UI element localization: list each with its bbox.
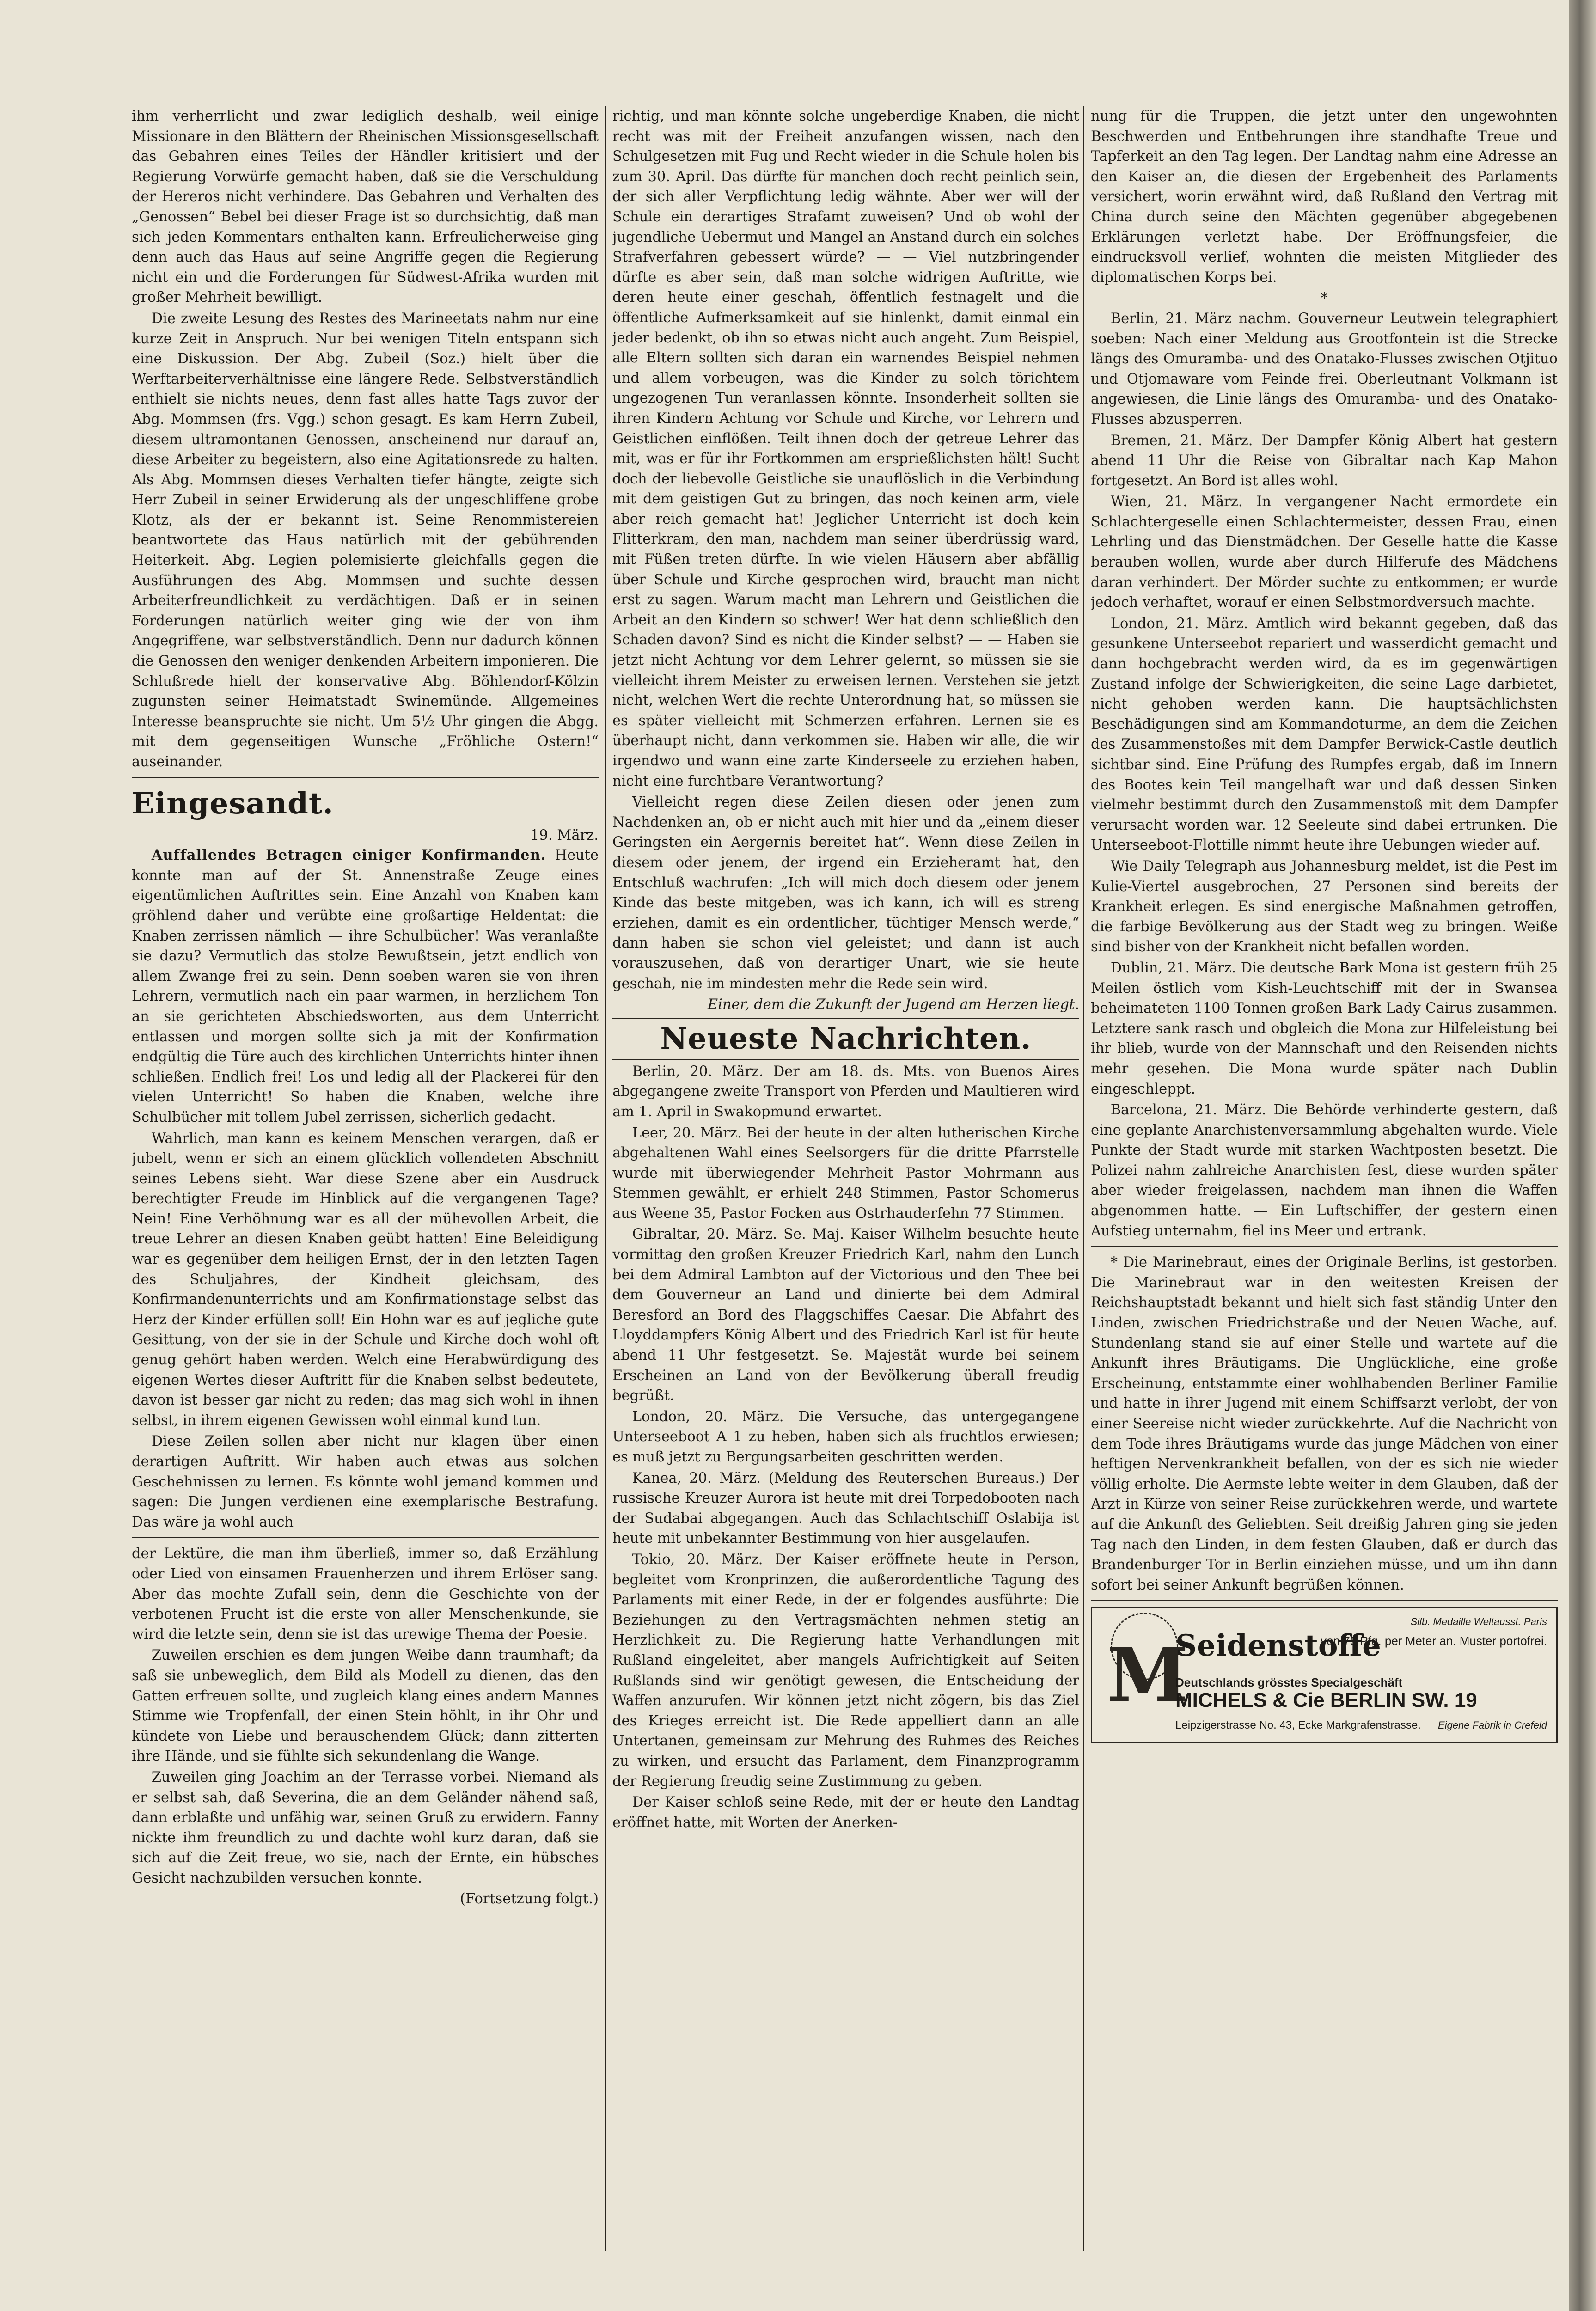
news-item: London, 20. März. Die Versuche, das untergegangene Unterseeboot A 1 zu heben, haben sich als fruchtlos erwiesen; es muß jetzt zu Bergungsarbeiten geschritten werden. (612, 1408, 1079, 1465)
paragraph: Heute konnte man auf der St. Annenstraße Zeuge eines eigentümlichen Auftrittes sein. Eine Anzahl von Knaben kam gröhlend daher und verübte eine großartige Heldentat: die Knaben zerrissen nämlich — ihre Schulbücher! Was veranlaßte sie dazu? Vermutlich das stolze Bewußtsein, jetzt endlich von allem Zwange frei zu sein. Denn soeben waren sie von ihren Lehrern, vermutlich nach ein paar warmen, in herzlichem Ton an sie gerichteten Abschiedsworten, aus dem Unterricht entlassen und morgen sollte sich ja mit der Konfirmation endgültig die Türe auch des kirchlichen Unterrichts hinter ihnen schließen. Endlich frei! Los und ledig all der Plackerei für den vielen Unterricht! So haben die Knaben, welche ihre Schulbücher mit tollem Jubel zerrissen, sicherlich gedacht. (132, 847, 599, 1125)
page-binding-edge (1569, 0, 1596, 2311)
paragraph: Die zweite Lesung des Restes des Marineetats nahm nur eine kurze Zeit in Anspruch. Nur bei wenigen Titeln entspann sich eine Diskussion. Der Abg. Zubeil (Soz.) hielt über die Werftarbeiterverhältnisse eine längere Rede. Selbstverständlich enthielt sie nichts neues, denn fast alles hatte Tags zuvor der Abg. Mommsen (frs. Vgg.) schon gesagt. Es kam Herrn Zubeil, diesem ultramontanen Genossen, anscheinend nur darauf an, diese Arbeiter zu begeistern, also eine Agitationsrede zu halten. Als Abg. Mommsen dieses Verhalten tiefer hängte, zeigte sich Herr Zubeil in seiner Erwiderung als der ungeschliffene grobe Klotz, als der er bekannt ist. Seine Renommistereien beantwortete das Haus natürlich mit der gebührenden Heiterkeit. Abg. Legien polemisierte gleichfalls gegen die Ausführungen des Abg. Mommsen und suchte dessen Arbeiterfreundlichkeit zu verdächtigen. Daß er in seinen Forderungen natürlich weiter ging wie der von ihm Angegriffene, war selbstverständlich. Denn nur dadurch können die Genossen den weniger denkenden Arbeitern imponieren. Die Schlußrede hielt der konservative Abg. Böhlendorf-Kölzin zugunsten seiner Heimatstadt Swinemünde. Allgemeines Interesse beanspruchte sie nicht. Um 5½ Uhr gingen die Abgg. mit dem gegenseitigen Wunsche „Fröhliche Ostern!“ auseinander. (132, 310, 599, 770)
news-item: Wien, 21. März. In vergangener Nacht ermordete ein Schlachtergeselle einen Schlachtermeister, dessen Frau, einen Lehrling und das Dienstmädchen. Der Geselle hatte die Kasse berauben wollen, wurde aber durch Hilferufe des Mädchens daran verhindert. Der Mörder suchte zu entkommen; er wurde jedoch verhaftet, worauf er einen Selbstmordversuch machte. (1091, 494, 1558, 611)
news-item: Gibraltar, 20. März. Se. Maj. Kaiser Wilhelm besuchte heute vormittag den großen Kreuzer Friedrich Karl, nahm den Lunch bei dem Admiral Lambton auf der Victorious und den Thee bei dem Gouverneur an Land und dinierte bei dem Admiral Beresford an Bord des Flaggschiffes Caesar. Die Abfahrt des Lloyddampfers König Albert und des Friedrich Karl ist für heute abend 11 Uhr festgesetzt. Se. Majestät wurde bei seinem Erscheinen an Land von der Bevölkerung überall freudig begrüßt. (612, 1226, 1079, 1404)
paragraph: Vielleicht regen diese Zeilen diesen oder jenen zum Nachdenken an, ob er nicht auch mit hier und da „einem dieser Geringsten ein Aergernis bereitet hat“. Wenn diese Zeilen in diesem oder jenem, der irgend ein Erzieheramt hat, den Entschluß wachrufen: „Ich will mich doch diesem oder jenem Kinde das beste mitgeben, was ich kann, ich will es streng erziehen, damit es ein ordentlicher, tüchtiger Mensch werde,“ dann haben sie schon viel geleistet; und dann ist auch vorauszusehen, daß von derartiger Unart, wie sie heute geschah, nie im mindesten mehr die Rede sein wird. (612, 794, 1079, 992)
ad-factory-note: Eigene Fabrik in Crefeld (1437, 1719, 1547, 1731)
news-item: Der Kaiser schloß seine Rede, mit der er heute den Landtag eröffnet hatte, mit Worten der Anerken- (612, 1794, 1079, 1831)
divider (132, 777, 599, 778)
column-2 (612, 106, 1079, 2251)
paragraph: ihm verherrlicht und zwar lediglich deshalb, weil einige Missionare in den Blättern der Rheinischen Missionsgesellschaft das Gebahren eines Teiles der Händler kritisiert und der Regierung Vorwürfe gemacht haben, daß sie die Verschuldung der Hereros nicht verhindere. Das Gebahren und Verhalten des „Genossen“ Bebel bei dieser Frage ist so durchsichtig, daß man sich jeden Kommentars enthalten kann. Erfreulicherweise ging denn auch das Haus auf seine Angriffe gegen die Regierung nicht ein und die Forderungen für Südwest-Afrika wurden mit großer Mehrheit bewilligt. (132, 108, 599, 306)
divider (1091, 1600, 1558, 1601)
ad-medal-note: Silb. Medaille Weltausst. Paris (1410, 1616, 1547, 1628)
news-item: Dublin, 21. März. Die deutsche Bark Mona ist gestern früh 25 Meilen östlich vom Kish-Leuchtschiff mit der in Swansea beheimateten 1100 Tonnen großen Bark Lady Cairus zusammen. Letztere sank rasch und obgleich die Mona zur Hilfeleistung bei ihr blieb, wurde von der Mannschaft und den Reisenden nichts mehr gesehen. Die Mona wurde später nach Dublin eingeschleppt. (1091, 960, 1558, 1097)
ad-firm-name: MICHELS & Cie BERLIN SW. 19 (1175, 1689, 1477, 1712)
news-item: London, 21. März. Amtlich wird bekannt gegeben, daß das gesunkene Unterseebot repariert und wasserdicht gemacht und dann hochgebracht werden wird, da es im gegenwärtigen Zustand infolge der Schwierigkeiten, die seine Lage darbietet, nicht gehoben werden kann. Die hauptsächlichsten Beschädigungen sind am Kommandoturme, an dem die Zeichen des Zusammenstoßes mit dem Dampfer Berwick-Castle deutlich sichtbar sind. Eine Prüfung des Rumpfes ergab, daß im Innern des Bootes kein Teil mangelhaft war und daß dessen Sinken vielmehr bestimmt durch den Zusammenstoß mit dem Dampfer verursacht worden war. 12 Seeleute sind dabei ertrunken. Die Unterseeboot-Flottille nimmt heute ihre Uebungen wieder auf. (1091, 615, 1558, 854)
column-3 (1091, 106, 1558, 2251)
paragraph: richtig, und man könnte solche ungeberdige Knaben, die nicht recht was mit der Freiheit anzufangen wissen, nach den Schulgesetzen mit Fug und Recht wieder in die Schule holen bis zum 30. April. Das dürfte für manchen doch recht peinlich sein, der sich aller Verpflichtung ledig wähnte. Aber wer will der Schule ein derartiges Strafamt zuweisen? Und ob wohl der jugendliche Uebermut und Mangel an Anstand durch ein solches Strafverfahren gebessert würde? — — Viel nutzbringender dürfte es aber sein, daß man solche widrigen Auftritte, wie deren heute einer geschah, öffentlich festnagelt und die öffentliche Aufmerksamkeit auf sie hinlenkt, damit einmal ein jeder bedenkt, ob ihn so etwas nicht auch angeht. Zum Beispiel, alle Eltern sollten sich daran ein warnendes Beispiel nehmen und allem vorbeugen, was die Kinder zu solch törichtem ungezogenen Tun veranlassen könnte. Insonderheit sollten sie ihren Kindern Achtung vor Schule und Kirche, vor Lehrern und Geistlichen einflößen. Teilt ihnen doch der getreue Lehrer das mit, was er für ihr Fortkommen am ersprießlichsten hält! Sucht doch der liebevolle Geistliche sie unauflöslich in die Verbindung mit dem geistigen Gut zu bringen, das noch keinen arm, viele aber reich gemacht hat! Jeglicher Unterricht ist doch kein Flitterkram, den man, nachdem man seiner überdrüssig ward, mit Füßen treten dürfte. In wie vielen Häusern aber abfällig über Schule und Kirche gesprochen wird, braucht man nicht erst zu sagen. Warum macht man Lehrern und Geistlichen die Arbeit an den Kindern so schwer! Wer hat denn schließlich den Schaden davon? Sind es nicht die Kinder selbst? — — Haben sie jetzt nicht Achtung vor dem Lehrer gelernt, so müssen sie sie vielleicht ihrem Meister zu erweisen lernen. Verstehen sie jetzt nicht, welchen Wert die rechte Unterordnung hat, so müssen sie es später vielleicht mit Schmerzen erfahren. Lernen sie es überhaupt nicht, dann verkommen sie. Haben wir alle, die wir irgendwo und wann eine zarte Kinderseele zu erziehen haben, nicht eine furchtbare Verantwortung? (612, 108, 1079, 789)
ad-brand: Seidenstoffe (1175, 1628, 1381, 1663)
paragraph: Wahrlich, man kann es keinem Menschen verargen, daß er jubelt, wenn er sich an einem glücklich vollendeten Abschnitt seines Lebens sieht. War diese Szene aber ein Ausdruck berechtigter Freude im Hinblick auf die vergangenen Tage? Nein! Eine Verhöhnung war es all der mühevollen Arbeit, die treue Lehrer an diesen Knaben geübt hatten! Eine Beleidigung war es gegenüber dem heiligen Ernst, der in den letzten Tagen des Schuljahres, der Kindheit gleichsam, des Konfirmandenunterrichts und am Konfirmationstage selbst das Herz der Kinder erfüllen soll! Ein Hohn war es auf jegliche gute Gesittung, von der sie in der Schule und Kirche doch wohl oft genug gehört haben werden. Welch eine Herabwürdigung des eigenen Wertes dieser Auftritt für die Knaben selbst bedeutete, davon ist besser gar nicht zu reden; das mag sich wohl in ihnen selbst, in ihrem eigenen Gewissen wohl einmal kund tun. (132, 1130, 599, 1429)
ad-address: Leipzigerstrasse No. 43, Ecke Markgrafenstrasse. (1175, 1719, 1421, 1732)
signature: Einer, dem die Zukunft der Jugend am Herzen liegt. (707, 997, 1079, 1013)
feuilleton-paragraph: Zuweilen ging Joachim an der Terrasse vorbei. Niemand als er selbst sah, daß Severina, die an dem Geländer nähend saß, dann erblaßte und unfähig war, seinen Gruß zu erwidern. Fanny nickte ihm freundlich zu und dachte wohl kurz daran, daß sie sich auf die Zeit freue, wo sie, nach der Ernte, ein hübsches Gesicht nachzubilden versuchen konnte. (132, 1769, 599, 1886)
advertisement-seidenstoffe (1091, 1607, 1558, 1743)
column-rule (1083, 106, 1084, 2251)
news-item: Berlin, 21. März nachm. Gouverneur Leutwein telegraphiert soeben: Nach einer Meldung aus Grootfontein ist die Strecke längs des Omuramba- und des Onatako-Flusses zwischen Otjituo und Otjomaware vom Feinde frei. Oberleutnant Volkmann ist angewiesen, die Linie längs des Omuramba- und des Onatako-Flusses abzusperren. (1091, 310, 1558, 428)
divider (1091, 1246, 1558, 1247)
news-item: Bremen, 21. März. Der Dampfer König Albert hat gestern abend 11 Uhr die Reise von Gibraltar nach Kap Mahon fortgesetzt. An Bord ist alles wohl. (1091, 432, 1558, 489)
feuilleton-paragraph: Zuweilen erschien es dem jungen Weibe dann traumhaft; da saß sie unbeweglich, dem Bild als Modell zu dienen, das den Gatten erfreuen sollte, und zugleich klang eines andern Mannes Stimme wie Tropfenfall, der einen Stein höhlt, in ihr Ohr und kündete von Liebe und berauschendem Glück; dann zitterten ihre Hände, und sie fühlte sich sekundenlang die Wange. (132, 1647, 599, 1765)
paragraph: Diese Zeilen sollen aber nicht nur klagen über einen derartigen Auftritt. Wir haben auch etwas aus solchen Geschehnissen zu lernen. Es könnte wohl jemand kommen und sagen: Die Jungen verdienen eine exemplarische Bestrafung. Das wäre ja wohl auch (132, 1433, 599, 1530)
column-1 (132, 106, 599, 2251)
ad-price-note: von 75 Pfg. per Meter an. Muster portofrei. (1321, 1634, 1547, 1648)
paragraph: nung für die Truppen, die jetzt unter den ungewohnten Beschwerden und Entbehrungen ihre standhafte Treue und Tapferkeit an den Tag legen. Der Landtag nahm eine Adresse an den Kaiser an, die diesen der Ergebenheit des Parlaments versichert, worin erwähnt wird, daß Rußland den Vertrag mit China durch seine den Mächten gegenüber abgegebenen Erklärungen verletzt habe. Der Eröffnungsfeier, die eindrucksvoll verlief, wohnten die meisten Mitglieder des diplomatischen Korps bei. (1091, 108, 1558, 286)
news-item: Tokio, 20. März. Der Kaiser eröffnete heute in Person, begleitet vom Kronprinzen, die außerordentliche Tagung des Parlaments mit einer Rede, in der er folgendes ausführte: Die Beziehungen zu den Vertragsmächten nehmen stetig an Herzlichkeit zu. Die Regierung hatte Verhandlungen mit Rußland eingeleitet, aber mangels Aufrichtigkeit auf Seiten Rußlands sind wir genötigt gewesen, die Entscheidung der Waffen anzurufen. Wir können jetzt nicht zögern, bis das Ziel des Krieges erreicht ist. Die Rede appelliert dann an alle Untertanen, gemeinsam zur Mehrung des Ruhmes des Reiches zu wirken, und ersucht das Parlament, dem Finanzprogramm der Regierung freudig seine Zustimmung zu geben. (612, 1551, 1079, 1790)
continuation-note: (Fortsetzung folgt.) (460, 1891, 599, 1907)
section-title-eingesandt: Eingesandt. (132, 786, 334, 821)
ad-tagline: Deutschlands grösstes Specialgeschäft (1175, 1675, 1403, 1690)
dateline: 19. März. (530, 827, 599, 844)
article-headline: Auffallendes Betragen einiger Konfirmanden. (151, 847, 546, 864)
news-item: Kanea, 20. März. (Meldung des Reuterschen Bureaus.) Der russische Kreuzer Aurora ist heute mit drei Torpedobooten nach der Sudabai abgegangen. Auch das Schlachtschiff Oslabija ist heute mit unbekannter Bestimmung von hier ausgelaufen. (612, 1470, 1079, 1547)
feuilleton-paragraph: der Lektüre, die man ihm überließ, immer so, daß Erzählung oder Lied von einsamen Frauenherzen und ihrem Erlöser sang. Aber das mochte Zufall sein, denn die Geschichte von der verbotenen Frucht ist die erste von aller Menschenkunde, sie wird die letzte sein, denn sie ist das urewige Thema der Poesie. (132, 1546, 599, 1643)
news-item: * Die Marinebraut, eines der Originale Berlins, ist gestorben. Die Marinebraut war in den weitesten Kreisen der Reichshauptstadt bekannt und hielt sich fast ständig Unter den Linden, zwischen Friedrichstraße und der Neuen Wache, auf. Stundenlang stand sie auf einer Stelle und wartete auf die Ankunft ihres Bräutigams. Die Unglückliche, eine große Erscheinung, entstammte einer wohlhabenden Berliner Familie und hatte in ihrer Jugend mit einem Schiffsarzt verlobt, der von einer Seereise nicht wieder zurückkehrte. Auf die Nachricht von dem Tode ihres Bräutigams wurde das junge Mädchen von einer heftigen Nervenkrankheit befallen, von der es sich nie wieder völlig erholte. Die Aermste lebte weiter in dem Glauben, daß der Arzt in Kürze von seiner Reise zurückkehren werde, und wartete auf die Ankunft des Geliebten. Seit dreißig Jahren ging sie jeden Tag nach den Linden, in dem festen Glauben, daß er durch das Brandenburger Tor in Berlin einziehen müsse, und um ihn dann sofort bei seiner Ankunft begrüßen können. (1091, 1254, 1558, 1593)
ad-logo-letter: M (1107, 1631, 1189, 1718)
news-item: Barcelona, 21. März. Die Behörde verhinderte gestern, daß eine geplante Anarchistenversammlung abgehalten wurde. Viele Punkte der Stadt wurde mit starken Wachtposten besetzt. Die Polizei nahm zahlreiche Anarchisten fest, diese wurden später aber wieder freigelassen, nachdem man ihnen die Waffen abgenommen hatte. — Ein Luftschiffer, der gestern einen Aufstieg unternahm, fiel ins Meer und ertrank. (1091, 1102, 1558, 1239)
news-item: Wie Daily Telegraph aus Johannesburg meldet, ist die Pest im Kulie-Viertel ausgebrochen, 27 Personen sind bereits der Krankheit erlegen. Es sind energische Maßnahmen getroffen, die farbige Bevölkerung aus der Stadt weg zu bringen. Weiße sind bisher von der Krankheit nicht befallen worden. (1091, 858, 1558, 955)
news-item: Berlin, 20. März. Der am 18. ds. Mts. von Buenos Aires abgegangene zweite Transport von Pferden und Maultieren wird am 1. April in Swakopmund erwartet. (612, 1063, 1079, 1120)
divider (132, 1537, 599, 1538)
section-title-nachrichten: Neueste Nachrichten. (612, 1018, 1079, 1060)
column-rule (605, 106, 606, 2251)
news-item: Leer, 20. März. Bei der heute in der alten lutherischen Kirche abgehaltenen Wahl eines Seelsorgers für die dritte Pfarrstelle wurde mit überwiegender Mehrheit Pastor Mohrmann aus Stemmen gewählt, er erhielt 248 Stimmen, Pastor Schomerus aus Weene 35, Pastor Focken aus Ostrhauderfehn 77 Stimmen. (612, 1125, 1079, 1222)
separator-star: * (1321, 290, 1328, 307)
